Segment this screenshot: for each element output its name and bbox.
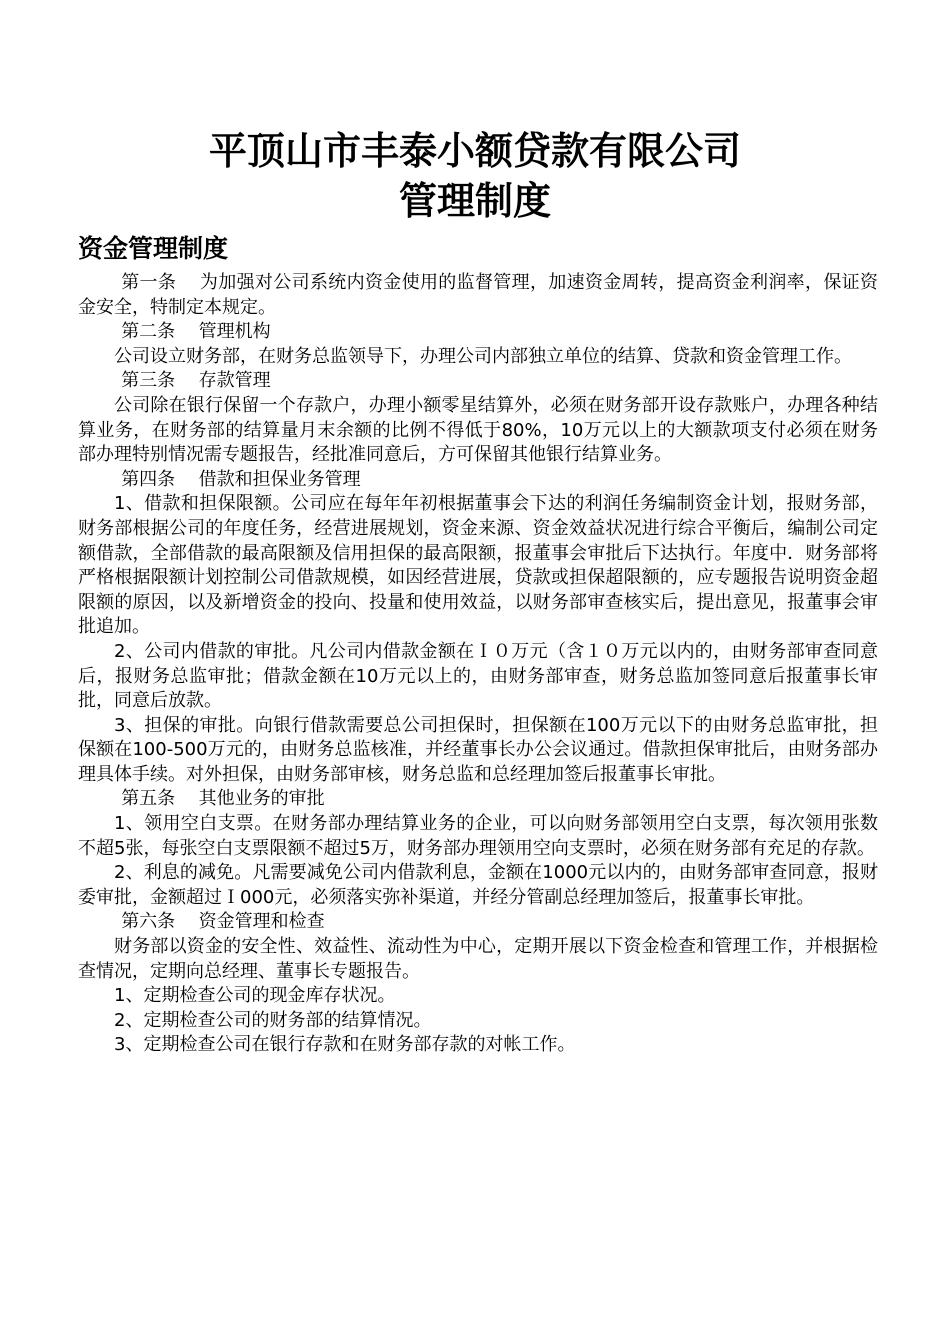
paragraph: 公司设立财务部，在财务总监领导下，办理公司内部独立单位的结算、贷款和资金管理工作。 (114, 345, 852, 367)
article-heading (78, 271, 878, 320)
article-text: 借款和担保业务管理 (198, 468, 361, 490)
article-label: 第一条 (121, 272, 177, 293)
article-heading (78, 910, 878, 935)
article-label: 第四条 (121, 468, 176, 490)
article-label: 第五条 (121, 788, 176, 810)
document-body (78, 271, 878, 1058)
paragraph: 2、公司内借款的审批。凡公司内借款金额在Ｉ０万元（含１０万元以内的，由财务部审查同意后，报财务总监审批；借款金额在10万元以上的，由财务部审查，财务总监加签同意后报董事长审批，同意后放款。 (78, 640, 878, 712)
article-heading (78, 320, 878, 345)
paragraph: 3、担保的审批。向银行借款需要总公司担保时，担保额在100万元以下的由财务总监审批，担保额在100-500万元的，由财务总监核准，并经董事长办公会议通过。借款担保审批后，由财务部办理具体手续。对外担保，由财务部审核，财务总监和总经理加签后报董事长审批。 (78, 714, 878, 785)
article-text: 其他业务的审批 (198, 788, 325, 810)
section-heading: 资金管理制度 (78, 234, 229, 263)
article-text: 管理机构 (198, 321, 271, 343)
paragraph: 1、领用空白支票。在财务部办理结算业务的企业，可以向财务部领用空白支票，每次领用张数不超5张，每张空白支票限额不超过5万，财务部办理领用空向支票时，必须在财务部有充足的存款。 (78, 813, 878, 859)
article-text: 为加强对公司系统内资金使用的监督管理，加速资金周转，提高资金利润率，保证资金安全，特制定本规定。 (78, 272, 879, 318)
article-heading (78, 787, 878, 812)
paragraph: 2、利息的减免。凡需要减免公司内借款利息，金额在1000元以内的，由财务部审查同意，报财委审批，金额超过Ｉ000元，必须落实弥补渠道，并经分管副总经理加签后，报董事长审批。 (78, 862, 878, 908)
article-label: 第三条 (121, 370, 176, 392)
article-label: 第六条 (121, 911, 176, 933)
paragraph: 2、定期检查公司的财务部的结算情况。 (114, 1009, 432, 1031)
article-text: 存款管理 (198, 370, 271, 392)
article-heading (78, 369, 878, 394)
document-title-line2: 管理制度 (398, 179, 551, 223)
paragraph: 公司除在银行保留一个存款户，办理小额零星结算外，必须在财务部开设存款账户，办理各种结算业务，在财务部的结算量月末余额的比例不得低于80%，10万元以上的大额款项支付必须在财务部办理特别情况需专题报告，经批准同意后，方可保留其他银行结算业务。 (78, 394, 878, 466)
paragraph: 财务部以资金的安全性、效益性、流动性为中心，定期开展以下资金检查和管理工作，并根据检查情况，定期向总经理、董事长专题报告。 (78, 936, 878, 982)
paragraph: 1、定期检查公司的现金库存状况。 (114, 985, 396, 1007)
article-label: 第二条 (121, 321, 176, 343)
paragraph: 3、定期检查公司在银行存款和在财务部存款的对帐工作。 (114, 1034, 576, 1056)
paragraph: 1、借款和担保限额。公司应在每年年初根据董事会下达的利润任务编制资金计划，报财务部，财务部根据公司的年度任务，经营进展规划，资金来源、资金效益状况进行综合平衡后，编制公司定额借款，全部借款的最高限额及信用担保的最高限额，报董事会审批后下达执行。年度中．财务部将严格根据限额计划控制公司借款规模，如因经营进展，贷款或担保超限额的，应专题报告说明资金超限额的原因，以及新增资金的投向、投量和使用效益，以财务部审查核实后，提出意见，报董事会审批追加。 (78, 493, 878, 638)
document-title-line1: 平顶山市丰泰小额贷款有限公司 (208, 129, 741, 173)
article-text: 资金管理和检查 (198, 911, 325, 933)
article-heading (78, 468, 878, 493)
